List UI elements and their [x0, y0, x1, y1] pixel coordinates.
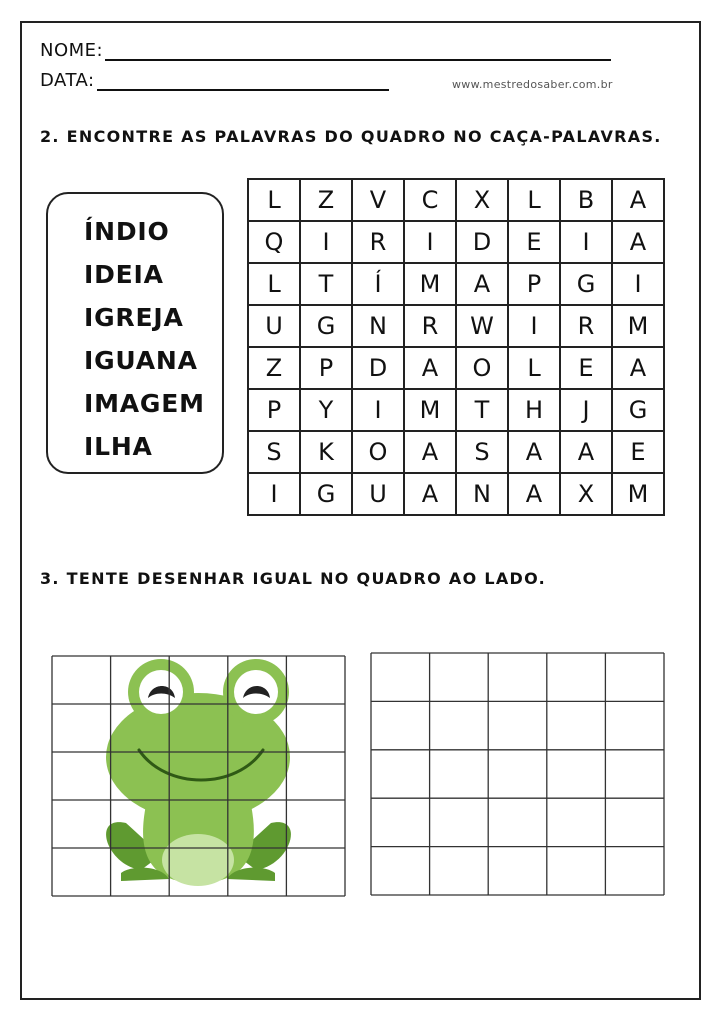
name-label: NOME: — [40, 40, 104, 61]
website-url: www.mestredosaber.com.br — [452, 78, 613, 91]
grid-cell[interactable]: E — [560, 347, 612, 389]
grid-cell[interactable]: I — [404, 221, 456, 263]
grid-cell[interactable]: A — [560, 431, 612, 473]
word-search-grid — [247, 178, 665, 516]
grid-cell[interactable]: R — [560, 305, 612, 347]
grid-row — [248, 263, 664, 305]
grid-cell[interactable]: U — [248, 305, 300, 347]
grid-cell[interactable]: H — [508, 389, 560, 431]
exercise-2-instruction: 2. ENCONTRE AS PALAVRAS DO QUADRO NO CAÇA-PALAVRAS. — [40, 127, 662, 146]
blank-grid-lines — [371, 653, 664, 895]
word-list-item: ILHA — [84, 432, 153, 461]
grid-cell[interactable]: P — [508, 263, 560, 305]
grid-row — [248, 473, 664, 515]
grid-cell[interactable]: I — [248, 473, 300, 515]
grid-cell[interactable]: J — [560, 389, 612, 431]
word-list-item: ÍNDIO — [84, 217, 170, 246]
grid-cell[interactable]: I — [508, 305, 560, 347]
name-input-line[interactable] — [105, 41, 611, 61]
word-list-box — [46, 192, 224, 474]
date-field[interactable] — [40, 70, 389, 91]
grid-cell[interactable]: S — [248, 431, 300, 473]
grid-cell[interactable]: E — [612, 431, 664, 473]
grid-cell[interactable]: X — [456, 179, 508, 221]
grid-cell[interactable]: Q — [248, 221, 300, 263]
date-input-line[interactable] — [97, 71, 389, 91]
grid-cell[interactable]: M — [612, 473, 664, 515]
grid-cell[interactable]: K — [300, 431, 352, 473]
frog-belly — [162, 834, 234, 886]
grid-cell[interactable]: I — [300, 221, 352, 263]
grid-cell[interactable]: Z — [300, 179, 352, 221]
grid-cell[interactable]: C — [404, 179, 456, 221]
grid-row — [248, 389, 664, 431]
grid-cell[interactable]: Í — [352, 263, 404, 305]
grid-cell[interactable]: O — [456, 347, 508, 389]
grid-row — [248, 179, 664, 221]
grid-cell[interactable]: Z — [248, 347, 300, 389]
grid-cell[interactable]: V — [352, 179, 404, 221]
grid-cell[interactable]: W — [456, 305, 508, 347]
grid-cell[interactable]: P — [300, 347, 352, 389]
word-list-item: IDEIA — [84, 260, 164, 289]
grid-cell[interactable]: I — [352, 389, 404, 431]
grid-cell[interactable]: X — [560, 473, 612, 515]
grid-cell[interactable]: M — [404, 263, 456, 305]
grid-cell[interactable]: A — [612, 179, 664, 221]
exercise-3-instruction: 3. TENTE DESENHAR IGUAL NO QUADRO AO LADO. — [40, 569, 547, 588]
grid-cell[interactable]: L — [508, 179, 560, 221]
grid-cell[interactable]: A — [612, 347, 664, 389]
grid-cell[interactable]: A — [508, 431, 560, 473]
grid-cell[interactable]: I — [560, 221, 612, 263]
blank-drawing-grid[interactable] — [370, 652, 665, 896]
grid-cell[interactable]: A — [508, 473, 560, 515]
name-field[interactable] — [40, 40, 611, 61]
grid-cell[interactable]: G — [560, 263, 612, 305]
grid-cell[interactable]: G — [300, 473, 352, 515]
grid-cell[interactable]: O — [352, 431, 404, 473]
grid-cell[interactable]: M — [612, 305, 664, 347]
grid-cell[interactable]: M — [404, 389, 456, 431]
grid-cell[interactable]: A — [612, 221, 664, 263]
frog-illustration — [106, 659, 291, 886]
grid-row — [248, 305, 664, 347]
grid-cell[interactable]: P — [248, 389, 300, 431]
grid-cell[interactable]: T — [456, 389, 508, 431]
grid-cell[interactable]: I — [612, 263, 664, 305]
grid-cell[interactable]: A — [404, 473, 456, 515]
grid-cell[interactable]: A — [404, 347, 456, 389]
grid-cell[interactable]: U — [352, 473, 404, 515]
grid-cell[interactable]: S — [456, 431, 508, 473]
word-list-item: IGUANA — [84, 346, 198, 375]
grid-row — [248, 347, 664, 389]
grid-cell[interactable]: G — [612, 389, 664, 431]
grid-cell[interactable]: B — [560, 179, 612, 221]
grid-cell[interactable]: D — [456, 221, 508, 263]
word-list-item: IMAGEM — [84, 389, 205, 418]
date-label: DATA: — [40, 70, 95, 91]
grid-cell[interactable]: D — [352, 347, 404, 389]
grid-cell[interactable]: L — [248, 179, 300, 221]
grid-cell[interactable]: R — [352, 221, 404, 263]
grid-cell[interactable]: L — [248, 263, 300, 305]
grid-cell[interactable]: A — [404, 431, 456, 473]
grid-cell[interactable]: L — [508, 347, 560, 389]
word-list-item: IGREJA — [84, 303, 184, 332]
grid-cell[interactable]: N — [456, 473, 508, 515]
grid-row — [248, 431, 664, 473]
grid-cell[interactable]: T — [300, 263, 352, 305]
grid-row — [248, 221, 664, 263]
grid-cell[interactable]: N — [352, 305, 404, 347]
grid-cell[interactable]: R — [404, 305, 456, 347]
grid-cell[interactable]: G — [300, 305, 352, 347]
grid-cell[interactable]: E — [508, 221, 560, 263]
grid-cell[interactable]: Y — [300, 389, 352, 431]
grid-cell[interactable]: A — [456, 263, 508, 305]
frog-model-grid — [51, 655, 346, 897]
